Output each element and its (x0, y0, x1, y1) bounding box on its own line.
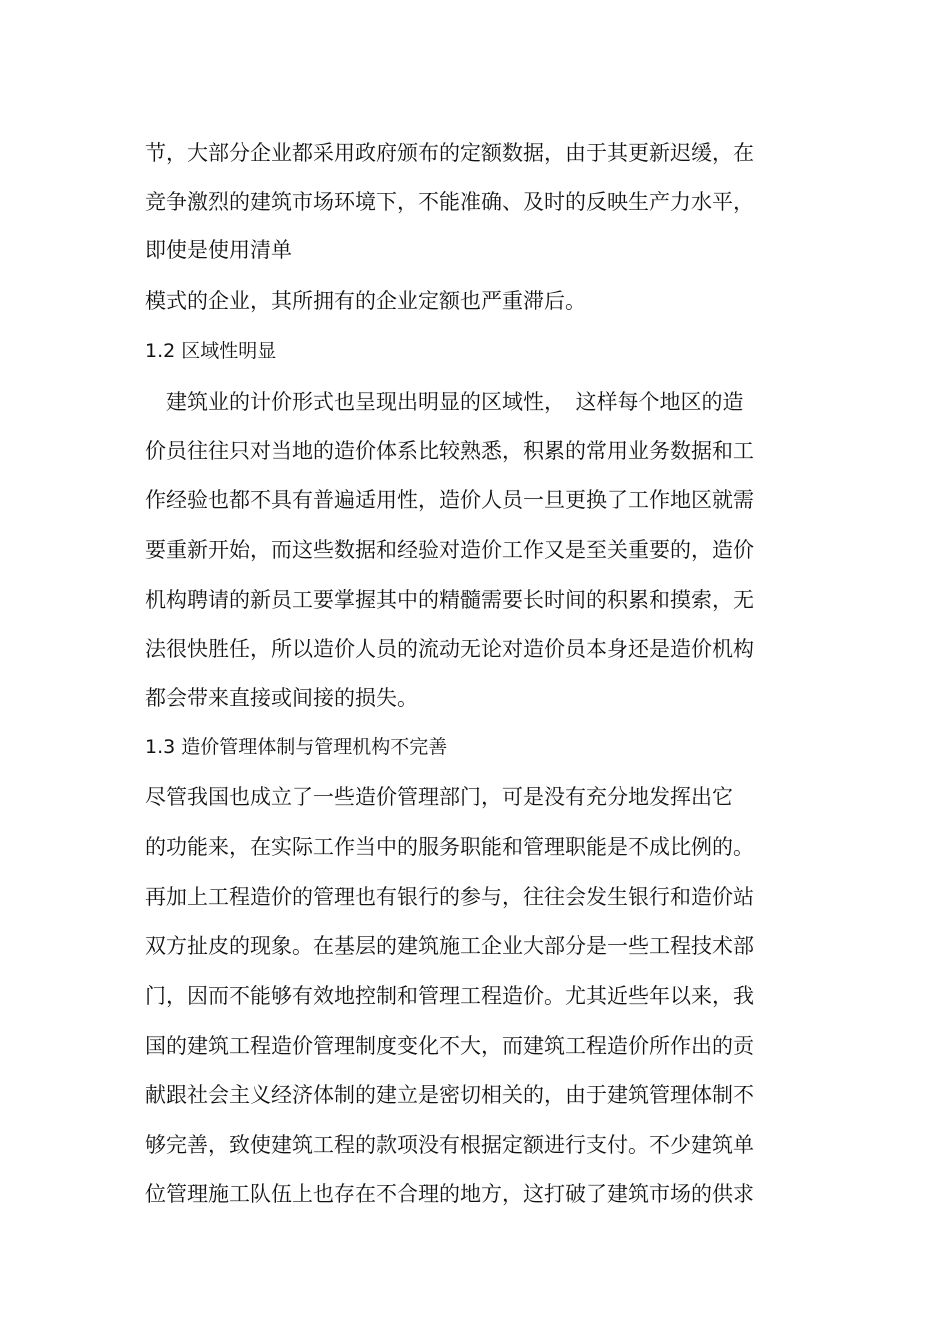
text-line: 都会带来直接或间接的损失。 (145, 686, 418, 710)
section-heading: 1.2 区域性明显 (145, 340, 277, 362)
text-line: 国的建筑工程造价管理制度变化不大，而建筑工程造价所作出的贡 (145, 1034, 754, 1058)
text-line: 模式的企业，其所拥有的企业定额也严重滞后。 (145, 289, 586, 313)
text-line: 价员往往只对当地的造价体系比较熟悉，积累的常用业务数据和工 (145, 439, 754, 463)
text-line: 够完善，致使建筑工程的款项没有根据定额进行支付。不少建筑单 (145, 1133, 754, 1157)
section-heading: 1.3 造价管理体制与管理机构不完善 (145, 736, 448, 758)
text-line: 竞争激烈的建筑市场环境下，不能准确、及时的反映生产力水平， (145, 190, 754, 214)
text-line: 位管理施工队伍上也存在不合理的地方，这打破了建筑市场的供求 (145, 1182, 754, 1206)
text-line: 即使是使用清单 (145, 238, 292, 262)
text-line: 双方扯皮的现象。在基层的建筑施工企业大部分是一些工程技术部 (145, 934, 754, 958)
text-line: 尽管我国也成立了一些造价管理部门，可是没有充分地发挥出它 (145, 785, 733, 809)
text-line: 机构聘请的新员工要掌握其中的精髓需要长时间的积累和摸索，无 (145, 588, 754, 612)
text-line: 建筑业的计价形式也呈现出明显的区域性， 这样每个地区的造 (145, 390, 744, 414)
text-line: 献跟社会主义经济体制的建立是密切相关的，由于建筑管理体制不 (145, 1083, 754, 1107)
text-line: 作经验也都不具有普遍适用性，造价人员一旦更换了工作地区就需 (145, 488, 754, 512)
text-line: 门，因而不能够有效地控制和管理工程造价。尤其近些年以来，我 (145, 984, 754, 1008)
text-line: 的功能来，在实际工作当中的服务职能和管理职能是不成比例的。 (145, 835, 754, 859)
text-line: 要重新开始，而这些数据和经验对造价工作又是至关重要的，造价 (145, 538, 754, 562)
text-line: 节，大部分企业都采用政府颁布的定额数据，由于其更新迟缓，在 (145, 141, 754, 165)
text-line: 再加上工程造价的管理也有银行的参与，往往会发生银行和造价站 (145, 885, 754, 909)
text-line: 法很快胜任，所以造价人员的流动无论对造价员本身还是造价机构 (145, 637, 754, 661)
